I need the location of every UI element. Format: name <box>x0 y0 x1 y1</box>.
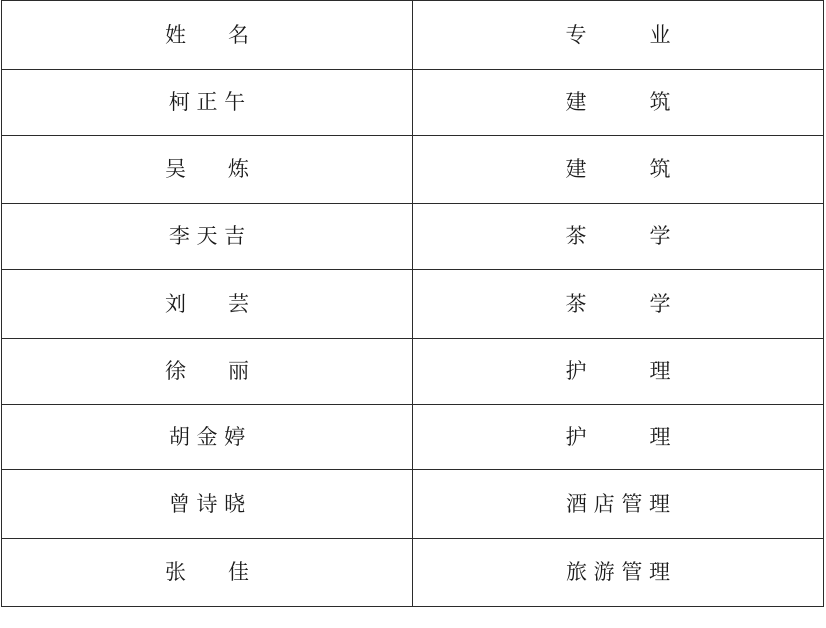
name-text: 李 天 吉 <box>168 224 246 248</box>
major-cell <box>413 470 824 539</box>
major-cell <box>413 70 824 136</box>
major-text: 建 筑 <box>565 90 671 114</box>
name-text: 曾 诗 晓 <box>168 491 246 516</box>
major-cell <box>413 270 824 339</box>
major-text: 酒 店 管 理 <box>565 491 671 516</box>
table-row <box>2 405 824 470</box>
major-cell <box>413 136 824 204</box>
name-text: 张 佳 <box>165 560 249 584</box>
table-row <box>2 539 824 607</box>
table-row <box>2 136 824 204</box>
major-text: 建 筑 <box>565 157 671 181</box>
name-text: 胡 金 婷 <box>168 424 246 449</box>
table-row <box>2 204 824 270</box>
header-cell-name <box>2 1 413 70</box>
name-text: 刘 芸 <box>165 291 249 316</box>
name-cell <box>2 339 413 405</box>
table-row <box>2 70 824 136</box>
major-text: 护 理 <box>565 359 671 383</box>
table-row <box>2 339 824 405</box>
name-cell <box>2 270 413 339</box>
header-cell-major <box>413 1 824 70</box>
name-cell <box>2 470 413 539</box>
major-text: 旅 游 管 理 <box>565 560 671 584</box>
major-text: 茶 学 <box>565 224 671 248</box>
name-cell <box>2 539 413 607</box>
name-cell <box>2 70 413 136</box>
name-text: 吴 炼 <box>165 157 249 181</box>
table-row <box>2 270 824 339</box>
major-cell <box>413 339 824 405</box>
name-cell <box>2 405 413 470</box>
name-text: 徐 丽 <box>165 359 249 383</box>
name-cell <box>2 136 413 204</box>
major-cell <box>413 405 824 470</box>
major-cell <box>413 204 824 270</box>
header-label-name: 姓 名 <box>165 22 249 47</box>
table-row <box>2 470 824 539</box>
name-text: 柯 正 午 <box>168 90 246 114</box>
student-major-table <box>1 0 824 607</box>
major-text: 茶 学 <box>565 291 671 316</box>
header-label-major: 专 业 <box>565 22 671 47</box>
major-cell <box>413 539 824 607</box>
name-cell <box>2 204 413 270</box>
table-header-row <box>2 1 824 70</box>
major-text: 护 理 <box>565 424 671 449</box>
